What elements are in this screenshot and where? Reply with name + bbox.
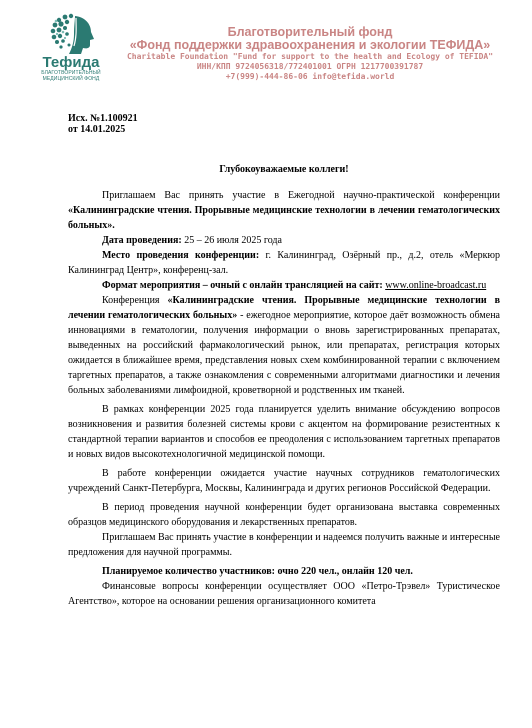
reference-number: Исх. №1.100921 xyxy=(68,113,138,124)
planned-count: Планируемое количество участников: очно 220 чел., онлайн 120 чел. xyxy=(102,566,413,577)
letterhead xyxy=(110,26,510,82)
broadcast-link[interactable]: www.online-broadcast.ru xyxy=(385,280,487,291)
logo-name: Тефида xyxy=(42,54,100,71)
letterhead-contacts: +7(999)-444-86-06 info@tefida.world xyxy=(225,72,395,81)
venue-label: Место проведения конференции: xyxy=(102,250,260,261)
paragraph-planned-count xyxy=(68,564,500,579)
paragraph-2025-focus: В рамках конференции 2025 года планируется уделить внимание обсуждению вопросов возникновения и развития болезней системы крови с акцентом на формирование резистентных к стандартной терапии вариантов и способов ее преодоления с использованием таргетных препаратов и новых видов высокотехнологичной медицинской помощи. xyxy=(68,404,500,460)
venue-value: г. Калининград, Озёрный пр., д.2, отель «Меркюр Калининград Центр», конференц-зал. xyxy=(68,250,500,276)
paragraph-call-to-participate: Приглашаем Вас принять участие в конференции и надеемся получить важные и интересные предложения для научной программы. xyxy=(68,532,500,558)
logo-subtitle-2: МЕДИЦИНСКИЙ ФОНД xyxy=(42,76,100,82)
paragraph-venue xyxy=(68,248,500,278)
paragraph-finance: Финансовые вопросы конференции осуществляет ООО «Петро-Трэвел» Туристическое Агентство», которое на основании решения организационного комитета xyxy=(68,581,500,607)
paragraph-conference-description xyxy=(68,293,500,398)
paragraph-invitation xyxy=(68,188,500,233)
paragraph-participants: В работе конференции ожидается участие научных сотрудников гематологических учреждений Санкт-Петербурга, Москвы, Калининграда и других регионов Российской Федерации. xyxy=(68,468,500,494)
paragraph-exhibition: В период проведения научной конференции будет организована выставка современных образцов медицинского оборудования и лекарственных препаратов. xyxy=(68,502,500,528)
paragraph-date xyxy=(68,233,500,248)
letterhead-foundation-name: «Фонд поддержки здравоохранения и экологии ТЕФИДА» xyxy=(129,38,491,52)
head-tree-logo-icon xyxy=(45,12,97,56)
foundation-logo xyxy=(34,12,108,82)
conference-name: «Калининградские чтения. Прорывные медицинские технологии в лечении гематологических больных». xyxy=(68,205,500,231)
reference-date: от 14.01.2025 xyxy=(68,124,126,135)
format-label: Формат мероприятия – очный с онлайн трансляцией на сайт: xyxy=(102,280,383,291)
description-lead: Конференция xyxy=(102,295,168,306)
paragraph-format xyxy=(68,278,500,293)
letterhead-english-name: Charitable Foundation "Fund for support to the health and Ecology of TEFIDA" xyxy=(126,52,494,61)
invitation-text: Приглашаем Вас принять участие в Ежегодной научно-практической конференции xyxy=(102,190,500,201)
description-conference-name: «Калининградские чтения. Прорывные медицинские технологии в лечении гематологических больных» xyxy=(68,295,500,321)
letter-body xyxy=(68,188,500,613)
outgoing-reference xyxy=(68,113,138,135)
logo-subtitle-1: БЛАГОТВОРИТЕЛЬНЫЙ xyxy=(41,70,101,76)
greeting: Глубокоуважаемые коллеги! xyxy=(219,164,349,175)
description-text: - ежегодное мероприятие, которое даёт возможность обмена инновациями в гематологии, получения информации о вновь зарегистрированных препаратах, выведенных на российский фармакологический рынок, или препаратах, регистрация которых ожидается в ближайшее время, представления новых схем комбинированной терапии с включением таргетных препаратов, а также ознакомления с современными алгоритмами диагностики и лечения больных заболеваниями лимфоидной, кроветворной и родственных им тканей. xyxy=(68,310,500,396)
letterhead-title: Благотворительный фонд xyxy=(227,25,393,39)
date-label: Дата проведения: xyxy=(102,235,182,246)
date-value: 25 – 26 июля 2025 года xyxy=(181,235,282,246)
letterhead-registration: ИНН/КПП 9724056318/772401001 ОГРН 1217700391787 xyxy=(196,62,424,71)
